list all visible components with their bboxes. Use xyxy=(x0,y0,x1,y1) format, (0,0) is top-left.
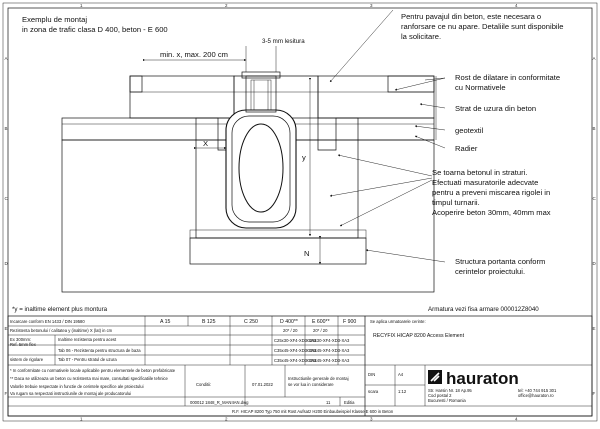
grid-number-bottom-2: 3 xyxy=(370,416,373,422)
grid-number-top-3: 4 xyxy=(515,3,518,8)
tb-row5-e: C35x45-XF4-XD3-XA3 xyxy=(307,358,350,363)
tb-subject-title: Se aplica urmatoarele cerinte: xyxy=(370,319,426,324)
grid-number-top-1: 2 xyxy=(225,3,228,8)
tb-side-note-5: Tab 07 - Pentru stratul de uzura xyxy=(58,357,117,362)
company-address-1: Str. Harsin Nr. 18 Ap.95 xyxy=(428,388,472,393)
note-paving-3: la solicitare. xyxy=(401,32,442,41)
grid-letter-left-1: B xyxy=(4,126,8,131)
grid-number-bottom-1: 2 xyxy=(225,416,228,422)
tb-row2-label: Rezistenta betonului / calitatea y (inaltime) X (lat) in cm xyxy=(10,328,113,333)
grid-letter-right-5: F xyxy=(592,391,596,396)
tb-row4-d: C35x45-XF4-XD3-XA3 xyxy=(274,348,317,353)
tb-edition: Editia xyxy=(344,400,355,405)
note-radier: Radier xyxy=(455,144,478,153)
tb-side-note-6: sistem de rigolare xyxy=(10,357,44,362)
company-contact-block xyxy=(428,388,557,403)
dim-y-label: y xyxy=(302,153,306,162)
drawing-title-line1: Exemplu de montaj xyxy=(22,15,88,24)
company-contact-2: office@hauraton.ro xyxy=(518,393,554,398)
tb-row2-e: 20* / 20 xyxy=(313,328,328,333)
channel-grate xyxy=(246,76,276,112)
note-concrete-1: Se toarna betonul in straturi. xyxy=(432,168,528,177)
tb-din-label: DIN xyxy=(368,372,376,377)
company-address-3: Bucuresti / Romania xyxy=(428,398,466,403)
grid-letter-left-4: E xyxy=(4,326,8,331)
tb-side-note-2: Ref. 5mm flex xyxy=(10,342,36,347)
tb-scale-value: 1:12 xyxy=(398,389,407,394)
tb-side-note-1: Ex 300mm: xyxy=(10,337,32,342)
note-concrete-5: Acoperire beton 30mm, 40mm max xyxy=(432,208,551,217)
grid-letter-right-3: D xyxy=(592,261,596,266)
grid-number-bottom-3: 4 xyxy=(515,416,518,422)
note-concrete-3: pentru a preveni miscarea rigolei in xyxy=(432,188,551,197)
tb-row3-d: C25x30-XF4-XD3-XA3 xyxy=(274,338,317,343)
dim-gap-label: 3-5 mm lesitura xyxy=(262,38,305,45)
tb-note-bottom-3: Valorile trebuie respectate in functie de cerintele specifice ale proiectului xyxy=(10,384,144,389)
note-paving-2: ranforsare ce nu apare. Detaliile sunt disponibile xyxy=(401,22,564,31)
grid-letter-left-2: C xyxy=(4,196,8,201)
annotation-leaders xyxy=(330,10,445,262)
tb-format-label: A4 xyxy=(398,372,404,377)
note-geotextile: geotextil xyxy=(455,126,484,135)
cross-section xyxy=(62,38,436,292)
grid-letter-left-3: D xyxy=(4,261,8,266)
note-paving-1: Pentru pavajul din beton, este necesara o xyxy=(401,12,542,21)
grid-letter-right-2: C xyxy=(592,196,596,201)
tb-class-e600: E 600** xyxy=(312,319,330,325)
tb-side-note-4: Tab 06 - Rezistenta pentru structura de baza xyxy=(58,348,141,353)
tb-class-d400: D 400** xyxy=(280,319,298,325)
grid-number-top-2: 3 xyxy=(370,3,373,8)
annotation-texts xyxy=(401,12,564,276)
tb-row4-e: C35x45-XF4-XD3-XA3 xyxy=(307,348,350,353)
note-concrete-4: timpul turnarii. xyxy=(432,198,480,207)
tb-scale-label: scara xyxy=(368,389,379,394)
company-contact-1: tel: +40 744 915 301 xyxy=(518,388,557,393)
tb-class-b125: B 125 xyxy=(202,319,216,325)
tb-class-f900: F 900 xyxy=(343,319,357,325)
note-expansion-1: Rost de dilatare in conformitate xyxy=(455,73,561,82)
company-address-2: Cod postal 2 xyxy=(428,393,452,398)
tb-note-bottom-2: ** Daca se utilizeaza un beton cu rezistenta mai mare, consultati specificatiile tehnice xyxy=(10,376,168,381)
footnote-right: Armatura vezi fisa armare 000012Z8040 xyxy=(428,306,539,313)
note-expansion-2: cu Normativele xyxy=(455,83,506,92)
tb-side-note-3: Inaltime rezistenta pentru acest xyxy=(58,337,117,342)
tb-class-a15: A 15 xyxy=(160,319,171,325)
tb-date: 07.01.2022 xyxy=(252,382,273,387)
grid-letter-right-4: E xyxy=(592,326,596,331)
tb-note-bottom-4: Va rugam sa respectati instructiunile de montaj ale producatorului xyxy=(10,391,132,396)
tb-sheet-no: 11 xyxy=(326,400,331,405)
grid-number-top-0: 1 xyxy=(80,3,83,8)
wear-layer-right xyxy=(318,76,434,118)
tb-class-c250: C 250 xyxy=(244,319,258,325)
tb-row5-d: C35x45-XF4-XD3-XA3 xyxy=(274,358,317,363)
tb-row3-e: C25x30-XF4-XD3-XA3 xyxy=(307,338,350,343)
note-support-1: Structura portanta conform xyxy=(455,257,546,266)
tb-instructions-1: Instructiunile generale de montaj xyxy=(288,376,349,381)
tb-row2-d: 20* / 20 xyxy=(283,328,298,333)
grid-letter-right-0: A xyxy=(592,56,596,61)
note-support-2: cerintelor proiectului. xyxy=(455,267,526,276)
footnote-left: *y = inaltime element plus montura xyxy=(12,306,108,313)
hauraton-logo xyxy=(428,369,519,388)
tb-file-name: 000012 1848_R_MANIIAN.dwg xyxy=(190,400,249,405)
tb-condition-label: Conditii: xyxy=(196,382,212,387)
grid-number-bottom-0: 1 xyxy=(80,416,83,422)
drawing-title-line2: in zona de trafic clasa D 400, beton - E 600 xyxy=(22,25,168,34)
note-wear-layer: Strat de uzura din beton xyxy=(455,104,537,113)
tb-load-label: Incarcare conform EN 1433 / DIN 19580 xyxy=(10,319,85,324)
tb-instructions-2: se vor lua in considerare xyxy=(288,382,334,387)
grid-letter-right-1: B xyxy=(592,126,596,131)
dim-min-x: min. x, max. 200 cm xyxy=(160,50,228,59)
wear-layer-left xyxy=(130,76,234,118)
tb-note-bottom-1: * In conformitate cu normativele locale aplicabile pentru elementele de beton prefabricate xyxy=(10,368,176,373)
title-block-texts xyxy=(10,319,465,414)
note-concrete-2: Efectuati masuratorile adecvate xyxy=(432,178,539,187)
company-name: hauraton xyxy=(446,369,519,388)
tb-bottom-title: R.F. HICAP 8200 Typ 750 mit Rost Aufsatz H200 Einbaubeispiel Klasse E 600 in Beton xyxy=(232,409,394,414)
dim-x-label: X xyxy=(203,139,209,148)
dim-n-label: N xyxy=(304,249,310,258)
grid-letter-left-5: F xyxy=(4,391,8,396)
tb-product: RECYFIX HICAP 8200 Access Element xyxy=(373,333,465,339)
grid-letter-left-0: A xyxy=(4,56,8,61)
